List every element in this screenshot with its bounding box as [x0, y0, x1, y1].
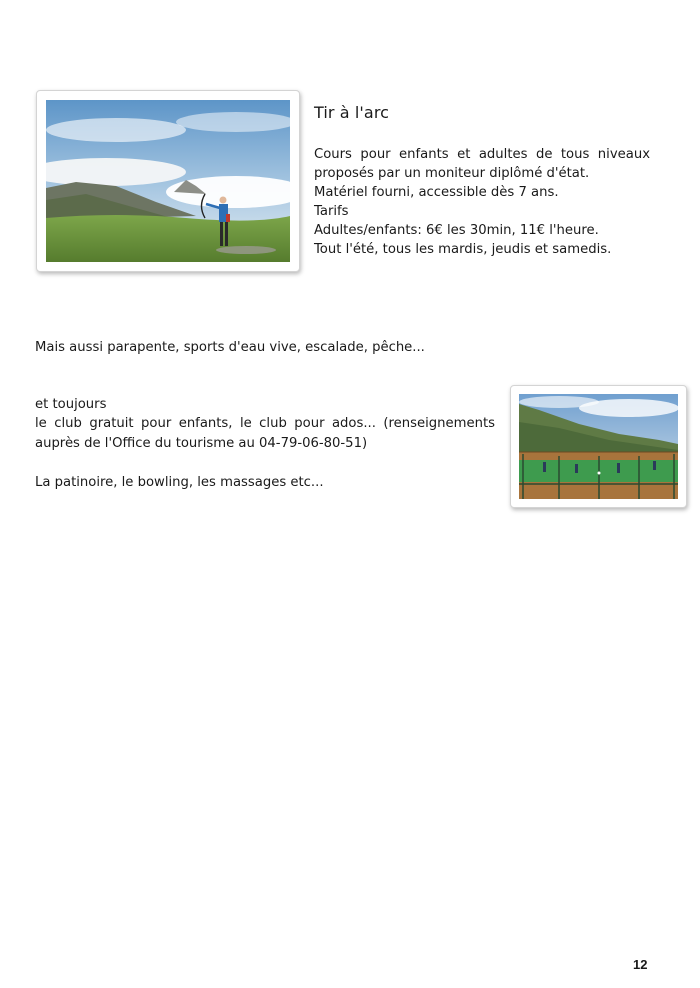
leisure-info: La patinoire, le bowling, les massages etc... [35, 475, 324, 490]
sports-field-photo [519, 394, 678, 499]
archery-description: Cours pour enfants et adultes de tous niveaux proposés par un moniteur diplômé d'état. [314, 147, 650, 181]
always-heading: et toujours [35, 397, 107, 412]
archery-tariffs-label: Tarifs [314, 204, 349, 219]
archery-schedule: Tout l'été, tous les mardis, jeudis et samedis. [314, 242, 612, 257]
archery-equipment: Matériel fourni, accessible dès 7 ans. [314, 185, 559, 200]
other-activities: Mais aussi parapente, sports d'eau vive, escalade, pêche... [35, 340, 425, 355]
archery-prices: Adultes/enfants: 6€ les 30min, 11€ l'heure. [314, 223, 599, 238]
clubs-info: le club gratuit pour enfants, le club pour ados... (renseignements auprès de l'Office du tourisme au 04-79-06-80-51) [35, 416, 495, 451]
sports-field-photo-frame [510, 385, 687, 508]
archery-photo-frame [36, 90, 300, 272]
archery-details [314, 145, 650, 259]
archery-photo [46, 100, 290, 262]
page-number: 12 [633, 957, 648, 972]
archery-title: Tir à l'arc [314, 103, 390, 122]
